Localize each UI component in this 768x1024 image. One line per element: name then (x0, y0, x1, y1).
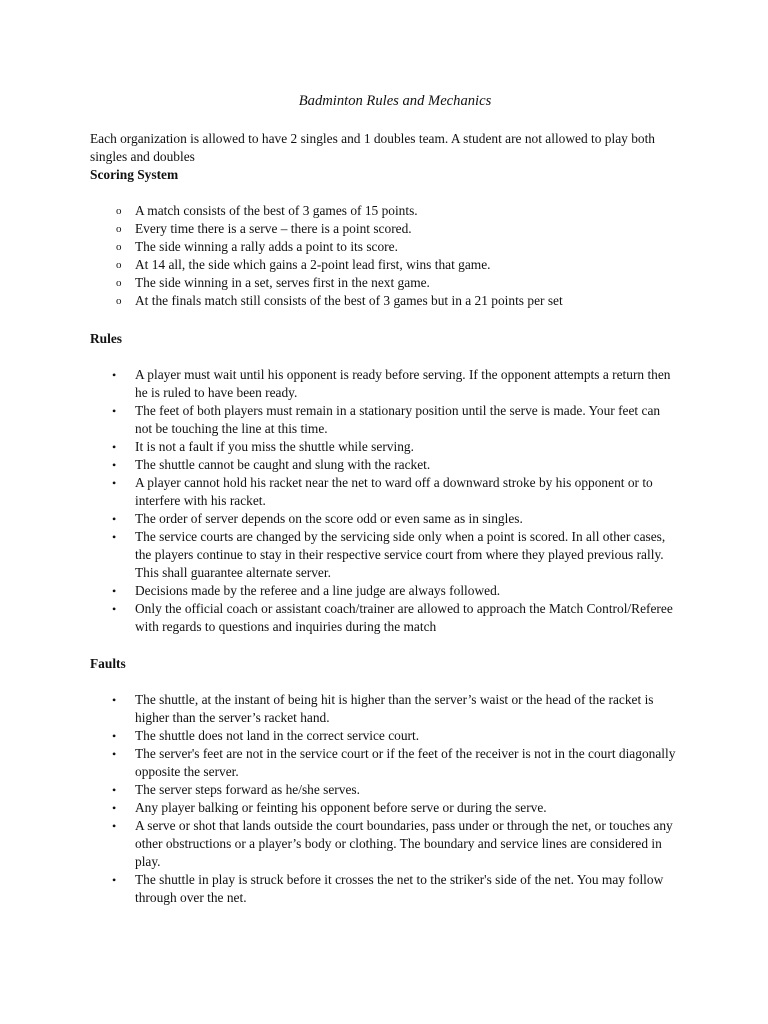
bullet-marker: • (112, 819, 117, 833)
list-item (90, 474, 680, 510)
list-item (90, 528, 680, 582)
list-item (90, 274, 680, 292)
list-item (90, 238, 680, 256)
list-marker: o (116, 223, 122, 235)
list-item (90, 691, 680, 727)
rules-heading: Rules (90, 331, 122, 346)
bullet-marker: • (112, 512, 117, 526)
list-marker: o (116, 241, 122, 253)
list-item-text: The shuttle in play is struck before it crosses the net to the striker's side of the net. You may follow through over the net. (135, 872, 664, 905)
list-item-text: A match consists of the best of 3 games of 15 points. (135, 203, 418, 218)
bullet-marker: • (112, 404, 117, 418)
bullet-marker: • (112, 530, 117, 544)
list-item-text: A serve or shot that lands outside the court boundaries, pass under or through the net, or touches any other obstructions or a player’s body or clothing. The boundary and service lines are considered in play. (135, 818, 673, 869)
list-item (90, 202, 680, 220)
bullet-marker: • (112, 801, 117, 815)
list-marker: o (116, 205, 122, 217)
intro-paragraph: Each organization is allowed to have 2 singles and 1 doubles team. A student are not allowed to play both singles and doubles (90, 131, 656, 164)
list-item (90, 727, 680, 745)
list-item (90, 366, 680, 402)
bullet-marker: • (112, 368, 117, 382)
bullet-marker: • (112, 476, 117, 490)
list-item-text: At 14 all, the side which gains a 2-point lead first, wins that game. (135, 257, 491, 272)
list-item (90, 438, 680, 456)
scoring-list (90, 202, 680, 310)
list-item (90, 600, 680, 636)
list-item-text: The feet of both players must remain in a stationary position until the serve is made. Your feet can not be touching the line at this time. (135, 403, 661, 436)
list-item-text: The service courts are changed by the servicing side only when a point is scored. In all other cases, the players continue to stay in their respective service court from where they played previous rally. This shall guarantee alternate server. (135, 529, 666, 580)
document-page (90, 92, 680, 907)
list-item (90, 745, 680, 781)
list-item-text: The order of server depends on the score odd or even same as in singles. (135, 511, 523, 526)
bullet-marker: • (112, 873, 117, 887)
list-item-text: Only the official coach or assistant coach/trainer are allowed to approach the Match Control/Referee with regards to questions and inquiries during the match (135, 601, 673, 634)
rules-list (90, 366, 680, 636)
list-item-text: A player must wait until his opponent is ready before serving. If the opponent attempts a return then he is ruled to have been ready. (135, 367, 671, 400)
list-item-text: A player cannot hold his racket near the net to ward off a downward stroke by his opponent or to interfere with his racket. (135, 475, 653, 508)
list-item-text: Decisions made by the referee and a line judge are always followed. (135, 583, 501, 598)
list-item-text: The shuttle cannot be caught and slung with the racket. (135, 457, 431, 472)
list-item-text: The shuttle, at the instant of being hit is higher than the server’s waist or the head of the racket is higher than the server’s racket hand. (135, 692, 654, 725)
faults-list (90, 691, 680, 907)
bullet-marker: • (112, 602, 117, 616)
list-item-text: At the finals match still consists of the best of 3 games but in a 21 points per set (135, 293, 563, 308)
list-marker: o (116, 259, 122, 271)
list-item (90, 220, 680, 238)
list-item-text: It is not a fault if you miss the shuttle while serving. (135, 439, 414, 454)
list-marker: o (116, 277, 122, 289)
list-item-text: The side winning in a set, serves first in the next game. (135, 275, 430, 290)
list-item-text: The server's feet are not in the service court or if the feet of the receiver is not in the court diagonally opposite the server. (135, 746, 676, 779)
document-title: Badminton Rules and Mechanics (298, 93, 492, 109)
bullet-marker: • (112, 693, 117, 707)
list-item (90, 871, 680, 907)
bullet-marker: • (112, 747, 117, 761)
list-item (90, 510, 680, 528)
bullet-marker: • (112, 440, 117, 454)
list-item-text: The server steps forward as he/she serves. (135, 782, 360, 797)
bullet-marker: • (112, 783, 117, 797)
list-item-text: The side winning a rally adds a point to its score. (135, 239, 398, 254)
list-item-text: Every time there is a serve – there is a point scored. (135, 221, 412, 236)
list-item (90, 256, 680, 274)
list-item-text: The shuttle does not land in the correct service court. (135, 728, 420, 743)
bullet-marker: • (112, 729, 117, 743)
list-item (90, 799, 680, 817)
scoring-heading: Scoring System (90, 167, 179, 182)
bullet-marker: • (112, 584, 117, 598)
list-item (90, 402, 680, 438)
list-item (90, 456, 680, 474)
list-item-text: Any player balking or feinting his opponent before serve or during the serve. (135, 800, 547, 815)
list-item (90, 582, 680, 600)
bullet-marker: • (112, 458, 117, 472)
list-item (90, 292, 680, 310)
list-item (90, 781, 680, 799)
list-item (90, 817, 680, 871)
faults-heading: Faults (90, 656, 126, 671)
list-marker: o (116, 295, 122, 307)
